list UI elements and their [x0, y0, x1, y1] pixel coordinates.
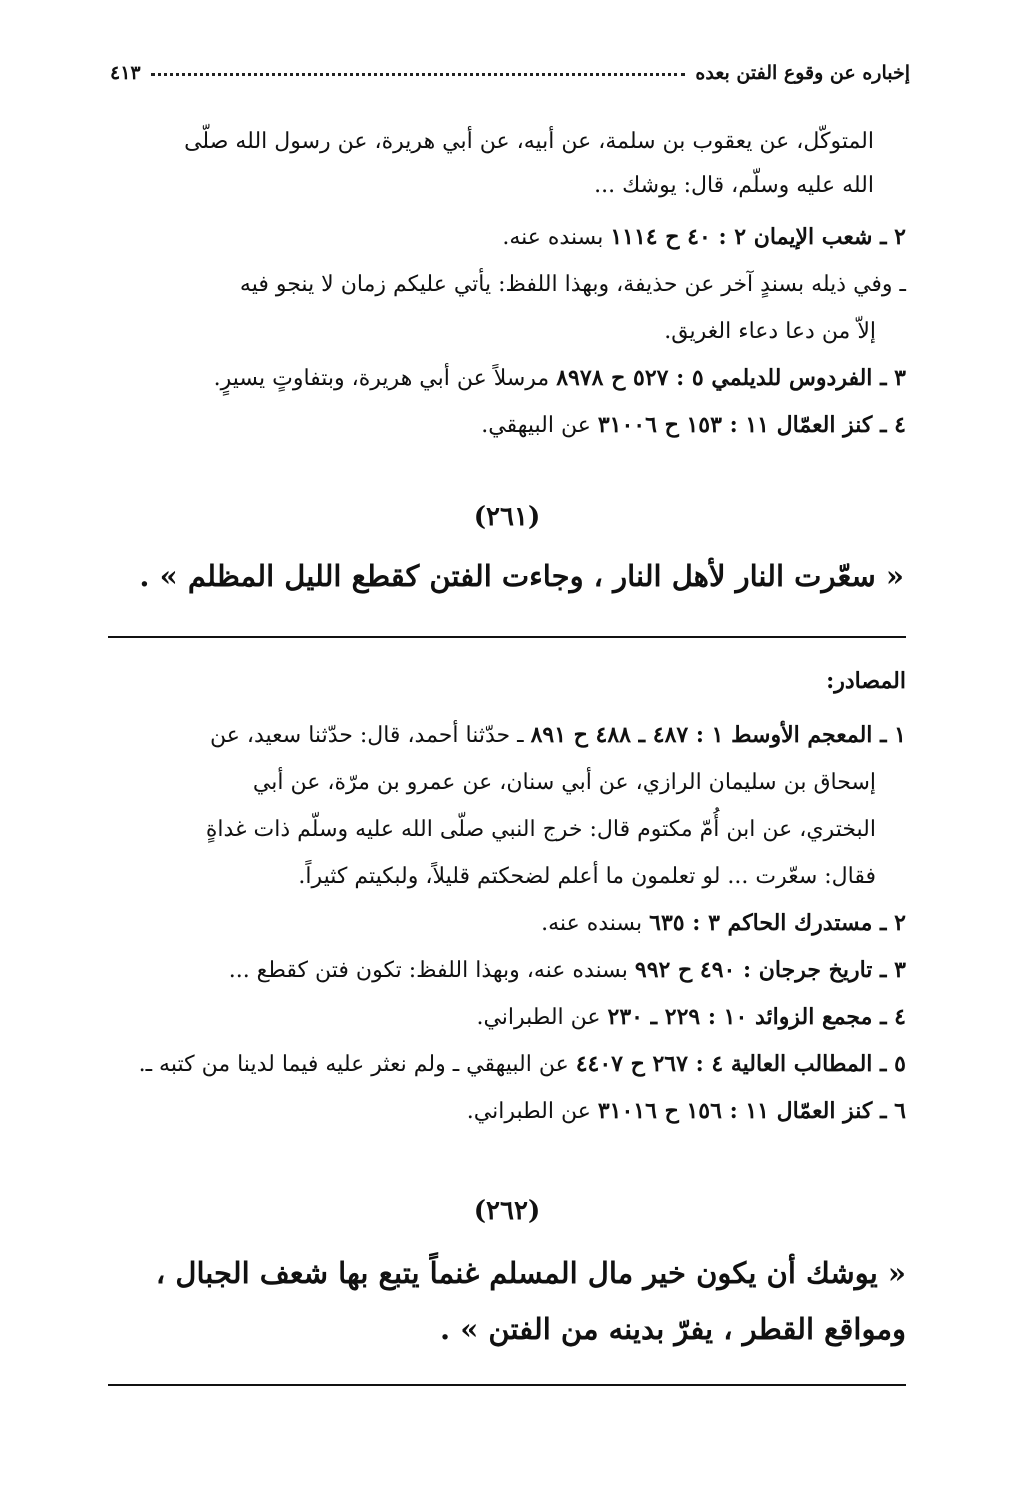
reference-text: مرسلاً عن أبي هريرة، وبتفاوتٍ يسيرٍ.: [213, 366, 557, 391]
hadith-text: « سعّرت النار لأهل النار ، وجاءت الفتن كقطع الليل المظلم » .: [139, 559, 904, 593]
reference-item: [106, 308, 906, 355]
source-text: عن الطبراني.: [466, 1099, 598, 1124]
page-header: [110, 40, 910, 84]
reference-text: ـ وفي ذيله بسندٍ آخر عن حذيفة، وبهذا اللفظ: يأتي عليكم زمان لا ينجو فيه: [239, 272, 906, 297]
page-number: ٤١٣: [110, 62, 141, 84]
source-item: [106, 806, 906, 853]
dot-leaders: [151, 72, 686, 76]
reference-item: [106, 214, 906, 261]
top-refs: [106, 214, 906, 449]
source-item: [106, 900, 906, 947]
hadith-number: (٢٦١): [473, 502, 541, 532]
running-title: إخباره عن وقوع الفتن بعده: [695, 62, 910, 84]
reference-item: [106, 402, 906, 449]
source-item: [106, 947, 906, 994]
reference-item: [106, 355, 906, 402]
divider-line: [108, 1384, 906, 1386]
reference-label: ٤ ـ كنز العمّال ١١ : ١٥٣ ح ٣١٠٠٦: [597, 412, 906, 438]
source-item: [106, 1041, 906, 1088]
hadith-number: (٢٦٢): [473, 1196, 541, 1226]
reference-text: بسنده عنه.: [502, 225, 611, 250]
source-text: بسنده عنه، وبهذا اللفظ: تكون فتن كقطع ...: [228, 958, 635, 983]
sources-list: [106, 712, 906, 1135]
sources-heading: المصادر:: [826, 668, 906, 694]
source-text: ـ حدّثنا أحمد، قال: حدّثنا سعيد، عن: [210, 723, 531, 748]
source-label: ١ ـ المعجم الأوسط ١ : ٤٨٧ ـ ٤٨٨ ح ٨٩١: [530, 722, 906, 748]
source-text: إسحاق بن سليمان الرازي، عن أبي سنان، عن عمرو بن مرّة، عن أبي: [252, 770, 876, 795]
hadith-text: [106, 1245, 906, 1357]
top-section: [104, 120, 874, 208]
source-text: البختري، عن ابن أُمّ مكتوم قال: خرج النبي صلّى الله عليه وسلّم ذات غداةٍ: [205, 817, 876, 842]
source-item: [106, 994, 906, 1041]
source-text: عن الطبراني.: [476, 1005, 608, 1030]
source-item: [106, 1088, 906, 1135]
divider-line: [108, 636, 906, 638]
source-item: [106, 712, 906, 759]
reference-text: عن البيهقي.: [481, 413, 598, 438]
text-line: المتوكّل، عن يعقوب بن سلمة، عن أبيه، عن أبي هريرة، عن رسول الله صلّى: [184, 129, 874, 154]
source-label: ٤ ـ مجمع الزوائد ١٠ : ٢٢٩ ـ ٢٣٠: [607, 1004, 906, 1030]
hadith-line: « يوشك أن يكون خير مال المسلم غنماً يتبع بها شعف الجبال ،: [155, 1256, 906, 1290]
source-item: [106, 853, 906, 900]
source-label: ٦ ـ كنز العمّال ١١ : ١٥٦ ح ٣١٠١٦: [597, 1098, 906, 1124]
reference-text: إلاّ من دعا دعاء الغريق.: [664, 319, 876, 344]
source-item: [106, 759, 906, 806]
source-label: ٢ ـ مستدرك الحاكم ٣ : ٦٣٥: [649, 910, 906, 936]
source-label: ٥ ـ المطالب العالية ٤ : ٢٦٧ ح ٤٤٠٧: [575, 1051, 906, 1077]
reference-label: ٣ ـ الفردوس للديلمي ٥ : ٥٢٧ ح ٨٩٧٨: [556, 365, 906, 391]
source-text: بسنده عنه.: [541, 911, 650, 936]
source-text: فقال: سعّرت ... لو تعلمون ما أعلم لضحكتم قليلاً، ولبكيتم كثيراً.: [298, 864, 876, 889]
hadith-line: ومواقع القطر ، يفرّ بدينه من الفتن » .: [440, 1312, 906, 1346]
reference-label: ٢ ـ شعب الإيمان ٢ : ٤٠ ح ١١١٤: [610, 224, 906, 250]
text-line: الله عليه وسلّم، قال: يوشك ...: [594, 173, 874, 198]
source-label: ٣ ـ تاريخ جرجان : ٤٩٠ ح ٩٩٢: [634, 957, 906, 983]
source-text: عن البيهقي ـ ولم نعثر عليه فيما لدينا من كتبه ـ.: [138, 1052, 576, 1077]
reference-item: [106, 261, 906, 308]
